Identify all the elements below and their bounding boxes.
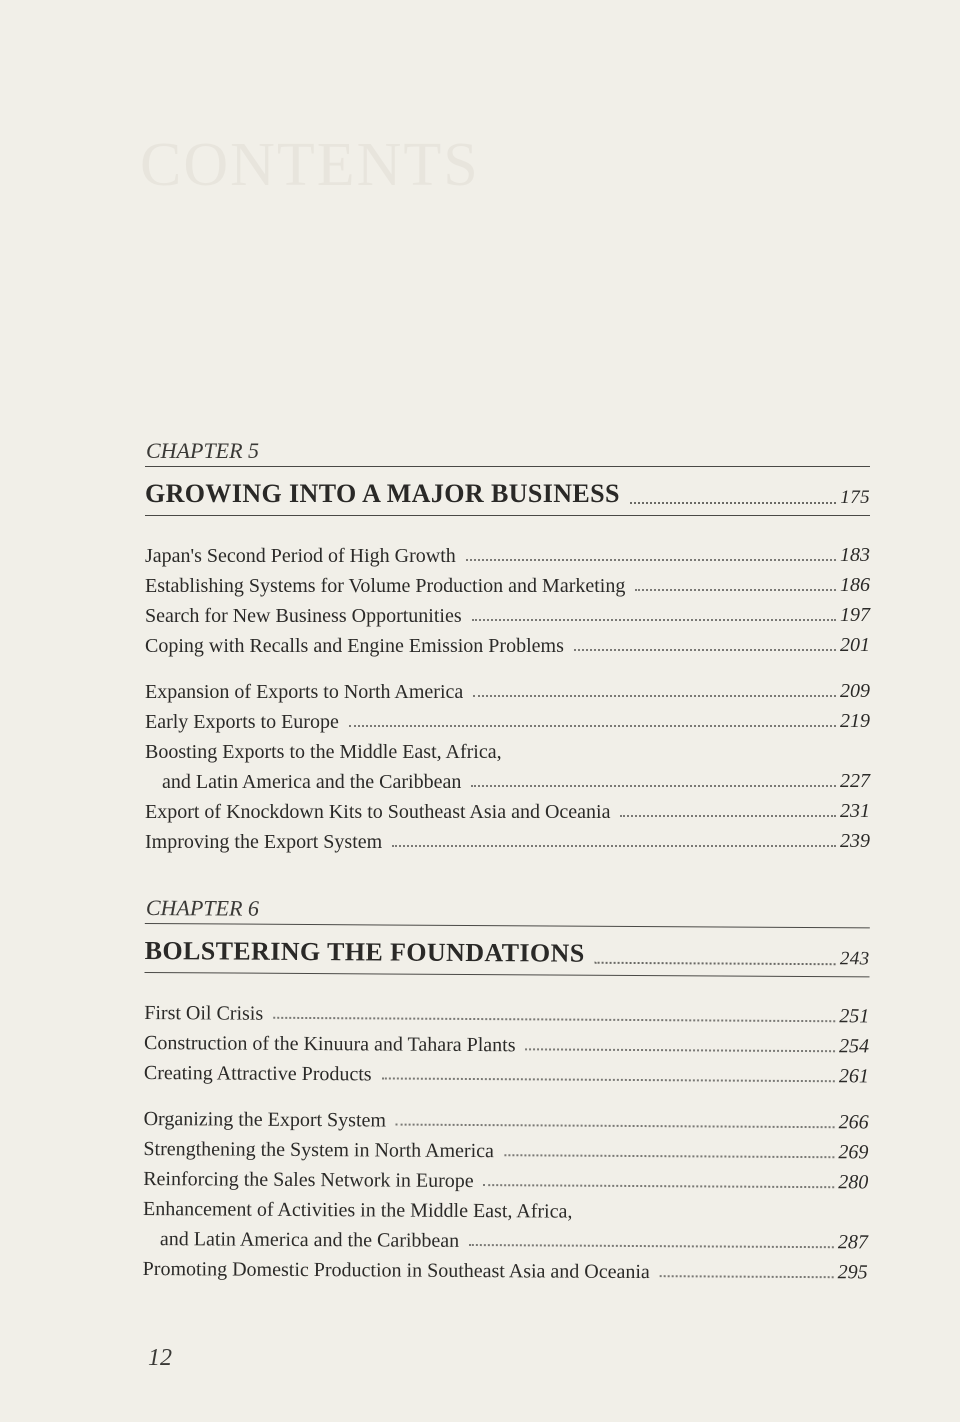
entry-title: Enhancement of Activities in the Middle East, Africa, [143,1197,573,1223]
entry-group [143,1101,869,1285]
entry-title: Promoting Domestic Production in Southeast Asia and Oceania [142,1257,650,1284]
entry-page-number: 287 [837,1231,868,1254]
chapter-title: GROWING INTO A MAJOR BUSINESS [145,479,620,508]
toc-entry[interactable] [145,598,870,628]
entry-page-number: 186 [840,574,870,596]
dot-leader [473,695,836,697]
dot-leader [469,1244,834,1248]
entry-page-number: 239 [840,830,870,852]
entry-title: Construction of the Kinuura and Tahara Plants [144,1031,516,1057]
entry-page-number: 261 [838,1065,869,1088]
entry-page-number: 197 [840,604,870,626]
entry-page-number: 183 [840,544,870,566]
entry-page-number: 227 [840,770,870,792]
toc-entry-continuation[interactable] [143,1221,868,1255]
entry-title: First Oil Crisis [144,1001,264,1025]
entry-page-number: 251 [839,1005,870,1028]
toc-entry[interactable] [144,1025,869,1059]
toc-entry-line[interactable] [145,734,870,764]
toc-entry[interactable] [143,1131,868,1165]
toc-entry[interactable] [145,628,870,658]
dot-leader [349,725,836,727]
entry-title: Coping with Recalls and Engine Emission Problems [145,635,564,657]
chapter-heading [145,924,870,976]
dot-leader [526,1048,836,1052]
toc-entry[interactable] [143,1251,868,1285]
entry-page-number: 280 [838,1171,869,1194]
entry-title: Export of Knockdown Kits to Southeast Asia and Oceania [145,801,611,823]
folio-page-number: 12 [148,1345,172,1371]
chapter-heading [145,467,870,515]
toc-entry[interactable] [145,704,870,734]
toc-entry[interactable] [144,1101,869,1135]
entry-page-number: 201 [840,634,870,656]
entry-title: and Latin America and the Caribbean [159,1228,460,1252]
dot-leader [595,962,836,965]
dot-leader [574,649,836,651]
dot-leader [620,815,836,817]
dot-leader [396,1124,835,1129]
entry-page-number: 266 [838,1111,869,1134]
chapter-label: CHAPTER 5 [146,438,260,463]
chapter-page-number: 243 [839,948,870,970]
entry-title: Improving the Export System [145,831,383,853]
entry-title: Search for New Business Opportunities [145,605,462,627]
entry-group [145,674,870,854]
dot-leader [484,1184,835,1188]
entry-title: Strengthening the System in North America [143,1137,494,1163]
entry-title: Japan's Second Period of High Growth [145,545,456,567]
entry-page-number: 269 [838,1141,869,1164]
entry-page-number: 219 [840,710,870,732]
dot-leader [504,1154,835,1158]
entry-page-number: 209 [840,680,870,702]
toc-entry[interactable] [145,674,870,704]
chapter-page-number: 175 [840,487,870,508]
toc-entry-continuation[interactable] [145,764,870,794]
entry-page-number: 295 [837,1261,868,1284]
entry-title: Organizing the Export System [143,1107,387,1132]
dot-leader [273,1017,835,1022]
entry-group [144,995,870,1089]
toc-entry[interactable] [143,1161,868,1195]
dot-leader [472,619,836,621]
bleed-through-heading: CONTENTS [140,131,480,199]
entry-title: Boosting Exports to the Middle East, Africa, [145,741,502,763]
dot-leader [471,785,836,787]
toc-entry[interactable] [145,568,870,598]
entry-list [143,995,870,1285]
entry-title: Creating Attractive Products [143,1061,372,1086]
dot-leader [635,589,836,591]
dot-leader [466,559,836,561]
chapter-section [143,893,870,1301]
entry-page-number: 254 [839,1035,870,1058]
toc-entry[interactable] [145,824,870,854]
entry-list [145,538,870,854]
toc-entry[interactable] [144,995,869,1029]
dot-leader [630,502,836,504]
toc-entry[interactable] [145,538,870,568]
chapter-title: BOLSTERING THE FOUNDATIONS [144,935,585,968]
dot-leader [392,845,836,847]
chapter-label: CHAPTER 6 [145,895,260,921]
toc-entry[interactable] [144,1055,869,1089]
entry-title: and Latin America and the Caribbean [162,771,462,793]
toc-entry-line[interactable] [143,1191,868,1225]
entry-title: Early Exports to Europe [145,711,339,733]
dot-leader [382,1077,835,1082]
entry-title: Expansion of Exports to North America [145,681,464,703]
divider [145,515,870,516]
entry-title: Establishing Systems for Volume Production and Marketing [145,575,626,597]
toc-entry[interactable] [145,794,870,824]
entry-group [145,538,870,658]
dot-leader [660,1275,834,1278]
chapter-section [145,436,870,870]
entry-title: Reinforcing the Sales Network in Europe [143,1167,474,1193]
entry-page-number: 231 [840,800,870,822]
